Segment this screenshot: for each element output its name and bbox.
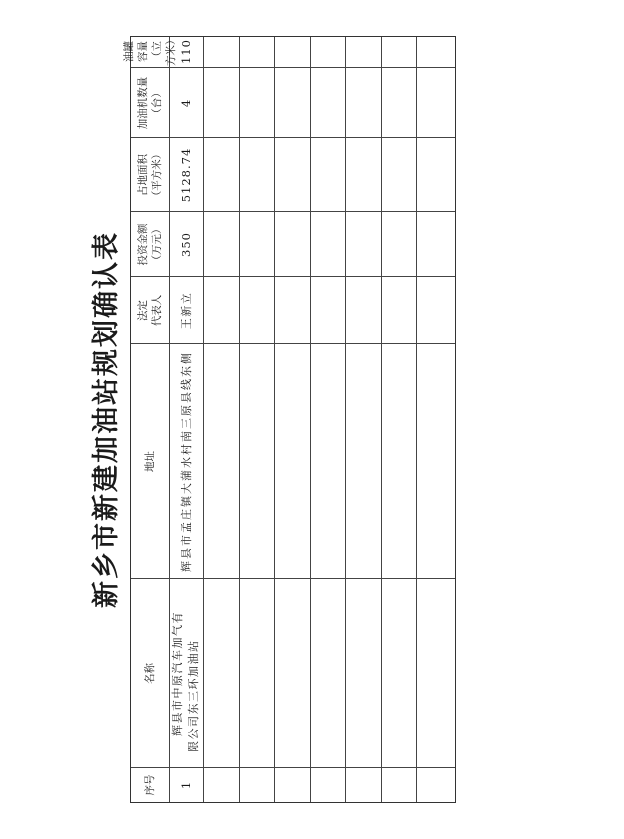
row-tank: 110 bbox=[178, 39, 193, 64]
row-divider bbox=[274, 37, 275, 802]
row-divider bbox=[381, 37, 382, 802]
header-investment-line1: 投资金额 bbox=[137, 223, 149, 266]
row-legal-rep: 王新立 bbox=[179, 291, 193, 330]
header-area-line1: 占地面积 bbox=[137, 154, 149, 196]
row-divider bbox=[345, 37, 346, 802]
header-legal-rep bbox=[131, 277, 169, 344]
row-name-line2: 限公司东三环加油站 bbox=[187, 639, 200, 752]
header-seq: 序号 bbox=[144, 774, 156, 796]
row-seq: 1 bbox=[178, 780, 193, 790]
row-name-line1: 辉县市中原汽车加气有 bbox=[171, 611, 184, 736]
row-name bbox=[169, 579, 203, 768]
header-legal-rep-line2: 代表人 bbox=[151, 294, 163, 327]
header-investment bbox=[131, 212, 169, 277]
row-area: 5128.74 bbox=[178, 147, 193, 203]
header-address: 地址 bbox=[144, 451, 156, 472]
confirmation-table bbox=[123, 34, 456, 803]
header-investment-line2: （万元） bbox=[151, 223, 163, 266]
row-divider bbox=[203, 37, 204, 802]
header-tank bbox=[123, 34, 177, 68]
document-title: 新乡市新建加油站规划确认表 bbox=[91, 231, 122, 608]
header-tank-line2: （立方米） bbox=[151, 34, 177, 66]
header-dispensers-line2: （台） bbox=[151, 87, 163, 119]
row-address: 辉县市孟庄镇大蒲水村南三原县线东侧 bbox=[179, 351, 193, 572]
header-area bbox=[131, 138, 169, 212]
header-name: 名称 bbox=[144, 663, 156, 684]
row-divider bbox=[310, 37, 311, 802]
row-divider bbox=[416, 37, 417, 802]
row-divider bbox=[239, 37, 240, 802]
header-dispensers-line1: 加油机数量 bbox=[137, 76, 149, 130]
header-area-line2: （平方米） bbox=[151, 148, 163, 202]
row-investment: 350 bbox=[178, 232, 193, 257]
header-dispensers bbox=[131, 68, 169, 138]
row-dispensers: 4 bbox=[178, 98, 193, 108]
header-legal-rep-line1: 法定 bbox=[137, 300, 149, 321]
header-tank-line1: 油罐容量 bbox=[123, 41, 149, 62]
